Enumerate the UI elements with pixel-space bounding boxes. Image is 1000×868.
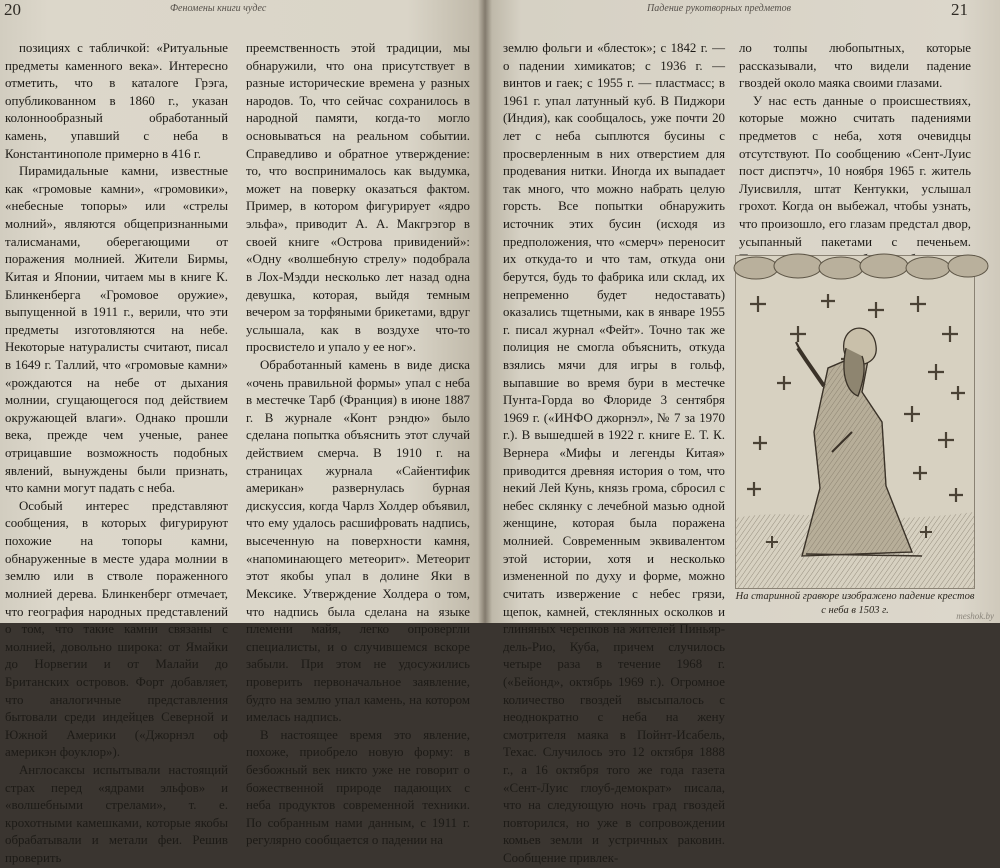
paragraph: Особый интерес представляют сообщения, в которых фигурируют похожие на топоры камни, обнаруженные в месте удара молнии в землю или в стволе пораженного молнией дерева. Блинкенберг отмечает, что география народных представлений о том, что такие камни связаны с молнией, довольно широка: от Ямайки до Норвегии и от Малайи до Британских островов. Форт добавляет, что аналогичные представления бытовали среди индейцев Северной и Южной Америки («Джорнэл оф америкэн фоуклор»). <box>5 498 228 760</box>
paragraph: землю фольги и «блесток»; с 1842 г. — о падении химикатов; с 1936 г. — винтов и гаек; с 1955 г. — пластмасс; в 1961 г. упал латунный куб. В Пиджори (Индия), как сообщалось, уже почти 20 лет с неба сыплются бусины с просверленным в них отверстием для продевания нитки. Иногда их выпадает так много, что можно набрать целую горсть. Все попытки обнаружить источник этих бусин (исходя из предположения, что «смерч» переносит их откуда-то и что там, откуда они берутся, будь то фабрика или склад, их непременно будет недоставать) оказались тщетными, как в январе 1955 г. писал журнал «Фейт». Точно так же полиция не смогла объяснить, откуда взялись мячи для игры в гольф, выпавшие во время бури в местечке Пунта-Горда во Флориде 3 сентября 1969 г. («ИНФО джорнэл», № 7 за 1970 г.). В вышедшей в 1922 г. книге Е. Т. К. Вернера «Мифы и легенды Китая» приводится древняя история о том, что некий Лей Кунь, князь грома, сбросил с небес склянку с лечебной мазью одной женщине, которая была поражена молнией. Современным эквивалентом этой истории, хотя и несколько измененной по духу и форме, можно считать извержение с небес грязи, щепок, камней, стеклянных осколков и глиняных черепков на жителей Пиньяр-дель-Рио, Куба, причем случилось четыре раза в течение 1968 г. («Бейонд», октябрь 1969 г.). Огромное количество гвоздей высыпалось с неоднократно с неба на жену смотрителя маяка в Пойнт-Исабель, Техас. Случилось это 12 октября 1888 г., а 16 октября того же года газета «Сент-Луис глоуб-демократ» писала, что на следующую ночь град гвоздей повторился, но уже в сопровождении комьев земли и устричных раковин. Сообщение привлек- <box>503 41 725 866</box>
book-gutter <box>478 0 492 623</box>
right-page <box>485 0 1000 866</box>
right-column-2 <box>739 40 971 252</box>
paragraph: Англосаксы испытывали настоящий страх перед «ядрами эльфов» и «волшебными стрелами», т. е. крохотными камешками, которые якобы обрабатывали и метали феи. Решив проверить <box>5 762 228 866</box>
right-folio: 21 <box>951 0 968 19</box>
engraving-image <box>736 256 974 588</box>
watermark-text: meshok.by <box>956 611 994 621</box>
left-column-1 <box>5 40 228 866</box>
paragraph: У нас есть данные о происшествиях, которые можно считать падениями предметов с неба, хотя очевидцы отсутствуют. По сообщению «Сент-Луис пост диспэтч», 10 ноября 1965 г. житель Луисвилля, штат Кентукки, услышал грохот. Когда он выбежал, чтобы узнать, что произошло, его глазам предстал двор, усыпанный пакетами с печеньем. <box>739 93 971 249</box>
paragraph: В настоящее время это явление, похоже, приобрело новую форму: в безбожный век никто уже не говорит о божественной природе падающих с неба продуктов современной техники. По собранным нами данным, с 1911 г. регулярно сообщается о падении на <box>246 727 470 848</box>
paragraph: Обработанный камень в виде диска «очень правильной формы» упал с неба в местечке Тарб (Франция) в июне 1887 г. В журнале «Конт рэндю» было сделана попытка объяснить этот случай действием смерча. В 1910 г. на страницах журнала «Сайентифик американ» развернулась бурная дискуссия, когда Чарлз Холдер объявил, что ему удалось расшифровать надпись, высеченную на поверхности камня, «напоминающего метеорит». Метеорит этот якобы упал в долине Яки в Мексике. Утверждение Холдера о том, что надпись была сделана на языке племени майя, легко опровергли специалисты, и о случившемся вскоре забыли. При этом не удосужились проверить первоначальное заявление, будто на землю упал камень, на котором имелась надпись. <box>246 357 470 725</box>
paragraph: ло толпы любопытных, которые рассказывали, что видели падение гвоздей около маяка своими глазами. <box>739 41 971 91</box>
right-column-1 <box>503 40 725 866</box>
paragraph: преемственность этой традиции, мы обнаружили, что она присутствует в разные исторические времена у разных народов. То, что сейчас сохранилось в народной памяти, когда-то могло основываться на реальном событии. Справедливо и обратное утверждение: то, что воспринималось как выдумка, может на поверку оказаться фактом. Пример, в котором фигурирует «ядро эльфа», приводит А. А. Макгрэгор в своей книге «Острова привидений»: «Одну «волшебную стрелу» подобрала в Лох-Мэдди несколько лет назад одна девушка, которая, выйдя темным вечером за торфяными брикетами, вдруг услышала, как в воздухе что-то просвистело и упало у ее ног». <box>246 41 470 355</box>
right-running-head: Падение рукотворных предметов <box>647 3 791 14</box>
left-running-head: Феномены книги чудес <box>170 3 267 14</box>
left-page <box>0 0 485 866</box>
left-folio: 20 <box>4 0 21 19</box>
left-column-2 <box>246 40 470 848</box>
figure-caption: На старинной гравюре изображено падение крестов с неба в 1503 г. <box>735 591 975 616</box>
paragraph: позициях с табличкой: «Ритуальные предметы каменного века». Интересно отметить, что в каталоге Грэга, опубликованном в 1860 г., указан колоннообразный обработанный камень, упавший с неба в Константинополе примерно в 416 г. <box>5 41 228 161</box>
engraving-falling-crosses <box>735 255 975 589</box>
paragraph: Пирамидальные камни, известные как «громовые камни», «громовики», «небесные топоры» или «стрелы молний», являются общепризнанными талисманами, оберегающими от поражения молнией. Жители Бирмы, Китая и Японии, читаем мы в книге К. Блинкенберга «Громовое оружие», выпущенной в 1911 г., верили, что эти предметы изготовляются на небе. Некоторые натуралисты считают, писал в 1649 г. Таллий, что «громовые камни» «рождаются на небе от дыхания молнии, сгущающегося под действием окружающей влаги». Однако прошли века, прежде чем ученые, ранее отрицавшие возможность подобных явлений, вынуждены были признать, что камни могут падать с неба. <box>5 164 228 496</box>
